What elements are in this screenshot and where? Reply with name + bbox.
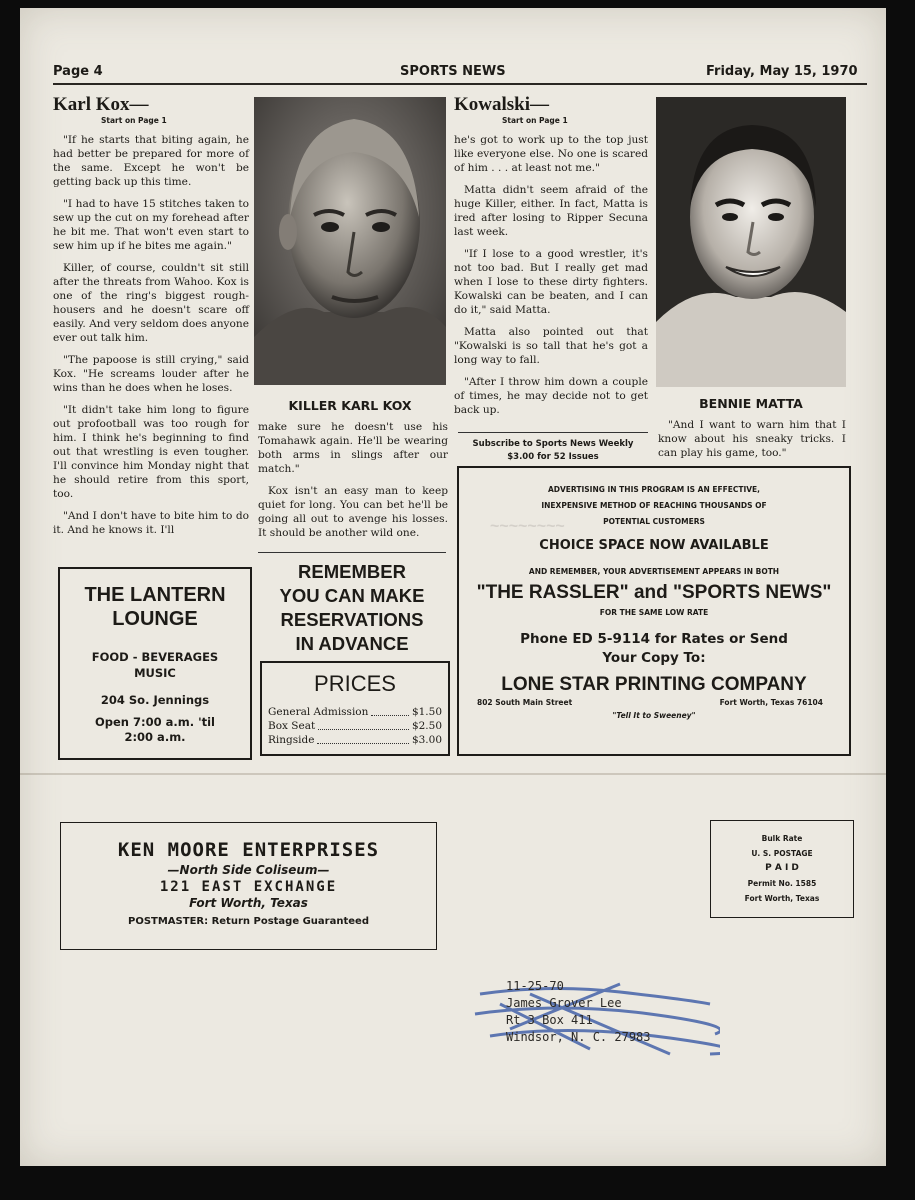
ad-papers: "THE RASSLER" and "SPORTS NEWS" xyxy=(476,582,832,603)
permit-line: Bulk Rate xyxy=(761,834,803,843)
killer-karl-kox-photo xyxy=(254,97,446,385)
lantern-name: LOUNGE xyxy=(112,608,198,630)
subscribe-notice xyxy=(458,438,648,464)
page-number: Page 4 xyxy=(53,64,103,79)
permit-line: P A I D xyxy=(765,863,799,873)
bulk-rate-permit xyxy=(710,820,854,918)
ad-remember-line: AND REMEMBER, YOUR ADVERTISEMENT APPEARS IN BOTH xyxy=(528,567,780,576)
kox-article-continued xyxy=(258,420,448,548)
kox-para: Kox isn't an easy man to keep quiet for long. You can bet he'll be going all out to avenge his losses. It should be another wild one. xyxy=(258,485,448,539)
lantern-name: THE LANTERN xyxy=(84,584,226,606)
reservations-line: RESERVATIONS xyxy=(280,609,424,630)
kowalski-headline: Kowalski— xyxy=(454,94,550,115)
kox-photo-caption: KILLER KARL KOX xyxy=(288,398,412,413)
lantern-food: FOOD - BEVERAGES xyxy=(91,650,219,664)
kox-headline: Karl Kox— xyxy=(53,94,149,115)
company-tagline: "Tell It to Sweeney" xyxy=(612,711,696,720)
permit-line: Fort Worth, Texas xyxy=(744,894,820,903)
kox-start-note: Start on Page 1 xyxy=(101,116,167,125)
ad-line: INEXPENSIVE METHOD OF REACHING THOUSANDS OF xyxy=(541,501,767,510)
kowalski-para: Matta also pointed out that "Kowalski is so tall that he's got a long way to fall. xyxy=(454,326,648,366)
prices-box xyxy=(260,661,450,756)
ken-moore-city: Fort Worth, Texas xyxy=(189,896,308,910)
header-rule xyxy=(53,83,867,85)
lantern-music: MUSIC xyxy=(134,666,176,680)
ad-phone: Phone ED 5-9114 for Rates or Send xyxy=(520,631,788,647)
reservations-line: YOU CAN MAKE xyxy=(279,585,425,606)
subscribe-price: $3.00 for 52 Issues xyxy=(507,452,599,462)
price-value: $3.00 xyxy=(411,734,442,746)
choice-space-heading: CHOICE SPACE NOW AVAILABLE xyxy=(539,538,769,553)
price-label: General Admission xyxy=(268,706,369,718)
ad-line: ADVERTISING IN THIS PROGRAM IS AN EFFECTIVE, xyxy=(547,485,761,494)
kox-para: make sure he doesn't use his Tomahawk again. He'll be wearing both arms in slings after our match." xyxy=(258,421,448,475)
permit-line: Permit No. 1585 xyxy=(747,879,817,888)
kox-para: Killer, of course, couldn't sit still after the threats from Wahoo. Kox is one of the ring's biggest rough-housers and he doesn't scare off easily. And very seldom does anyone ever out talk him. xyxy=(53,262,249,344)
matta-photo-caption: BENNIE MATTA xyxy=(699,396,803,411)
price-label: Box Seat xyxy=(268,720,316,732)
bleed-through-text: ~~~~~~~~ xyxy=(490,518,565,535)
price-label: Ringside xyxy=(268,734,315,746)
ad-same-rate: FOR THE SAME LOW RATE xyxy=(599,608,709,617)
reservations-line: REMEMBER xyxy=(298,561,406,582)
kox-para: "The papoose is still crying," said Kox. "He screams louder after he wins than he does when he loses. xyxy=(53,354,249,394)
price-row xyxy=(268,705,442,719)
newspaper-page xyxy=(20,8,886,1166)
ken-moore-street: 121 EAST EXCHANGE xyxy=(159,879,338,895)
column-rule xyxy=(258,552,446,553)
lone-star-printing-name: LONE STAR PRINTING COMPANY xyxy=(501,674,807,695)
mailing-name: James Grover Lee xyxy=(506,996,622,1010)
mailing-city: Windsor, N. C. 27983 xyxy=(506,1030,651,1044)
kowalski-para: "After I throw him down a couple of times, he may decide not to get back up. xyxy=(454,376,648,416)
prices-title: PRICES xyxy=(314,671,396,696)
kox-article xyxy=(53,94,249,545)
advertising-ad xyxy=(457,466,851,756)
ken-moore-name: KEN MOORE ENTERPRISES xyxy=(117,839,380,861)
kox-para: "If he starts that biting again, he had better be prepared for more of the same. Except he won't be getting back up this time. xyxy=(53,134,249,188)
lantern-hours: 2:00 a.m. xyxy=(124,730,186,744)
kox-para: "It didn't take him long to figure out profootball was too rough for him. I think he's beginning to find out that wrestling is even tougher. I'll convince him Monday night that he should retire from this sport, too. xyxy=(53,404,249,500)
permit-line: U. S. POSTAGE xyxy=(751,849,813,858)
column-rule xyxy=(458,432,648,433)
price-row xyxy=(268,719,442,733)
bennie-matta-photo xyxy=(656,97,846,387)
kowalski-para: he's got to work up to the top just like everyone else. No one is scared of him . . . at least not me." xyxy=(454,134,648,174)
company-street: 802 South Main Street xyxy=(477,698,573,707)
kowalski-para: "And I want to warn him that I know about his sneaky tricks. I can play his game, too." xyxy=(658,419,846,459)
kowalski-para: "If I lose to a good wrestler, it's not too bad. But I really get mad when I lose to these dirty fighters. Kowalski can be beaten, and I can do it," said Matta. xyxy=(454,248,648,316)
subscribe-line: Subscribe to Sports News Weekly xyxy=(472,439,634,449)
kowalski-para: Matta didn't seem afraid of the huge Killer, either. In fact, Matta is ired after losing to Ripper Secuna last week. xyxy=(454,184,648,238)
mailing-date: 11-25-70 xyxy=(506,979,564,993)
postmaster-note: POSTMASTER: Return Postage Guaranteed xyxy=(128,916,369,927)
price-value: $1.50 xyxy=(411,706,442,718)
kox-para: "And I don't have to bite him to do it. And he knows it. I'll xyxy=(53,510,249,536)
lantern-lounge-ad xyxy=(58,567,252,760)
ken-moore-return-address xyxy=(60,822,437,950)
mailing-label xyxy=(470,974,720,1070)
reservations-notice xyxy=(258,560,446,656)
ad-line: POTENTIAL CUSTOMERS xyxy=(603,517,705,526)
reservations-line: IN ADVANCE xyxy=(295,633,409,654)
price-value: $2.50 xyxy=(411,720,442,732)
lantern-address: 204 So. Jennings xyxy=(100,693,210,707)
kox-para: "I had to have 15 stitches taken to sew up the cut on my forehead after he bit me. That won't even start to sew him up if he bites me again." xyxy=(53,198,249,252)
lantern-hours: Open 7:00 a.m. 'til xyxy=(95,715,215,729)
paper-name: SPORTS NEWS xyxy=(400,64,506,79)
mailing-street: Rt 3 Box 411 xyxy=(506,1013,593,1027)
ken-moore-venue: —North Side Coliseum— xyxy=(167,863,330,877)
ad-copy-to: Your Copy To: xyxy=(602,650,706,666)
kowalski-start-note: Start on Page 1 xyxy=(502,116,568,125)
company-city: Fort Worth, Texas 76104 xyxy=(719,698,823,707)
kowalski-article xyxy=(454,94,648,425)
issue-date: Friday, May 15, 1970 xyxy=(706,64,858,79)
price-row xyxy=(268,733,442,747)
